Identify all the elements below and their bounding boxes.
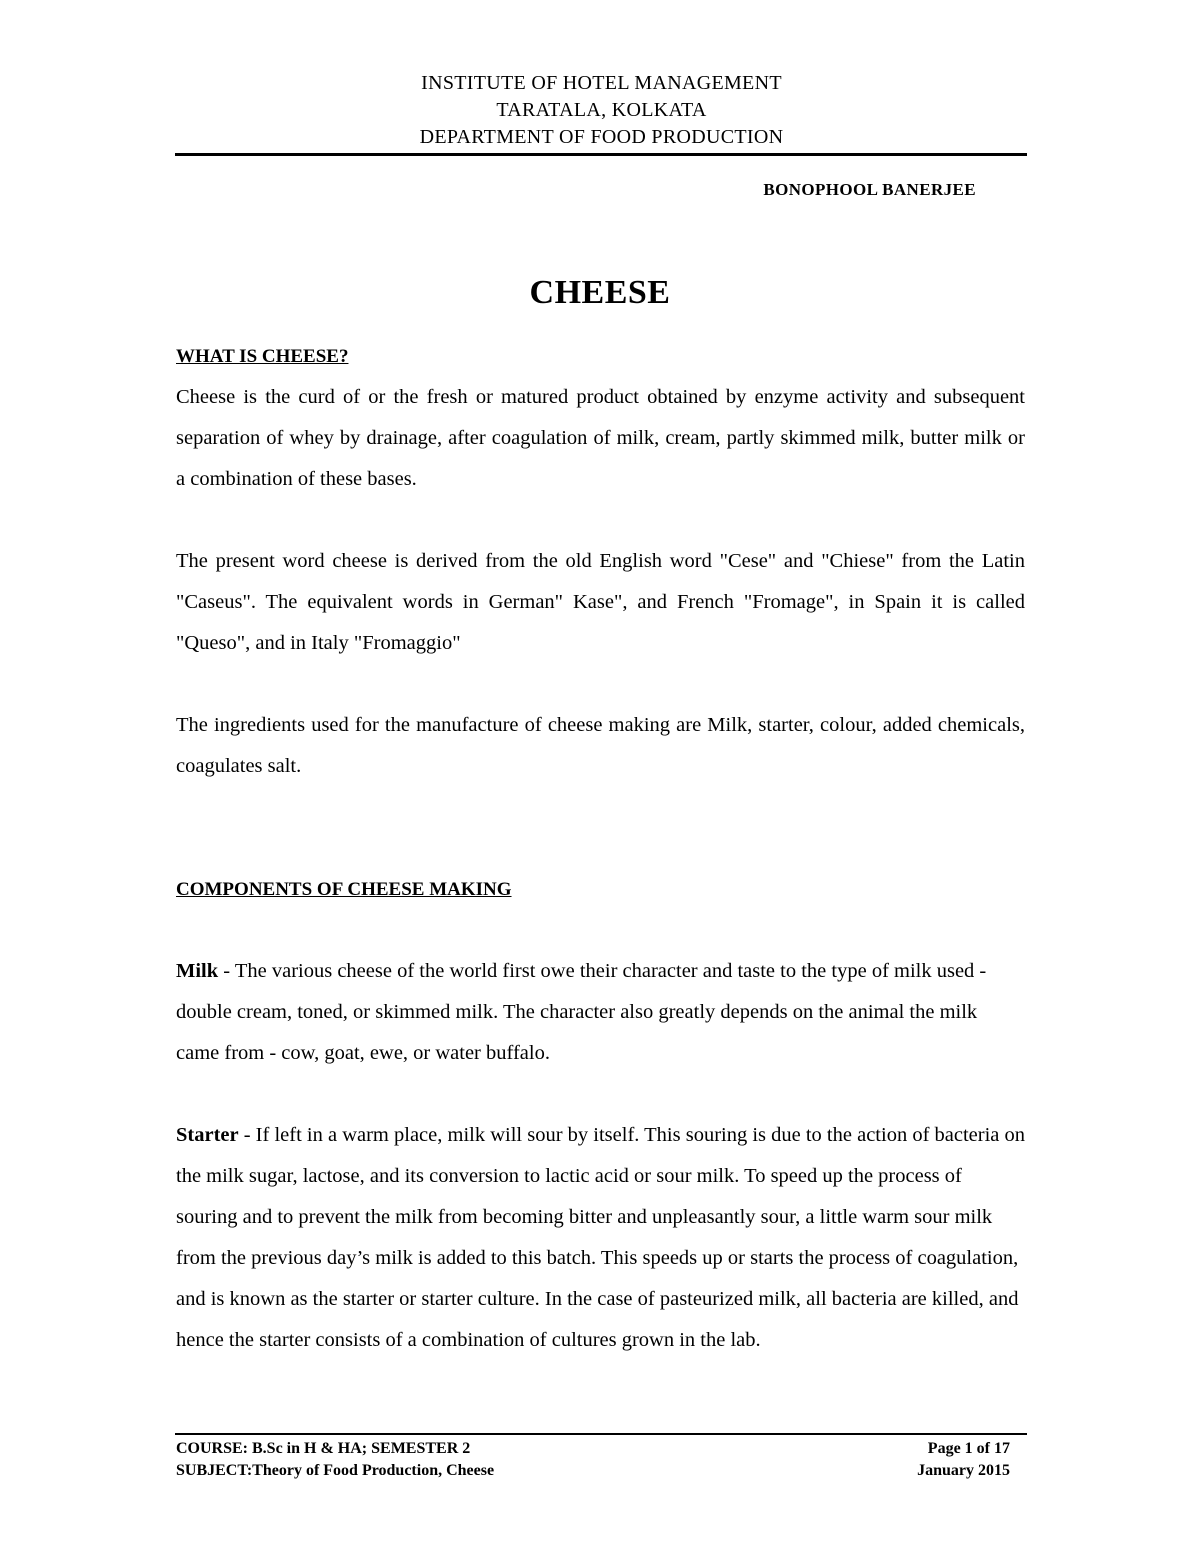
starter-description: - If left in a warm place, milk will sour by itself. This souring is due to the action of bacteria on the milk sugar, lactose, and its conversion to lactic acid or sour milk. To speed up the process of souring and to prevent the milk from becoming bitter and unpleasantly sour, a little warm sour milk from the previous day’s milk is added to this batch. This speeds up or starts the process of coagulation, and is known as the starter or starter culture. In the case of pasteurized milk, all bacteria are killed, and hence the starter consists of a combination of cultures grown in the lab. xyxy=(176,1124,1026,1351)
institute-name: INSTITUTE OF HOTEL MANAGEMENT xyxy=(421,72,782,94)
milk-description: - The various cheese of the world first owe their character and taste to the type of milk used - double cream, toned, or skimmed milk. The character also greatly depends on the animal the milk came from - cow, goat, ewe, or water buffalo. xyxy=(176,960,987,1064)
header-divider xyxy=(175,153,1027,156)
paragraph-milk xyxy=(176,951,1025,1074)
document-body xyxy=(176,336,1025,1361)
document-title: CHEESE xyxy=(529,274,671,311)
institute-location: TARATALA, KOLKATA xyxy=(496,99,707,121)
paragraph-etymology: The present word cheese is derived from the old English word "Cese" and "Chiese" from the Latin "Caseus". The equivalent words in German" Kase", and French "Fromage", in Spain it is called "Queso", and in Italy "Fromaggio" xyxy=(176,550,1025,654)
section-heading-what-is-cheese: WHAT IS CHEESE? xyxy=(176,346,349,367)
department-name: DEPARTMENT OF FOOD PRODUCTION xyxy=(419,126,784,148)
section-heading-components: COMPONENTS OF CHEESE MAKING xyxy=(176,879,512,900)
footer-divider xyxy=(175,1433,1027,1435)
footer-page-number: Page 1 of 17 xyxy=(927,1440,1010,1457)
footer-date: January 2015 xyxy=(917,1462,1010,1479)
term-starter: Starter xyxy=(176,1124,239,1146)
page-footer xyxy=(176,1438,1010,1482)
term-milk: Milk xyxy=(176,960,219,982)
paragraph-starter xyxy=(176,1115,1025,1361)
paragraph-ingredients: The ingredients used for the manufacture of cheese making are Milk, starter, colour, added chemicals, coagulates salt. xyxy=(176,714,1025,777)
page-header xyxy=(176,70,1027,151)
author-name: BONOPHOOL BANERJEE xyxy=(763,180,976,199)
paragraph-definition: Cheese is the curd of or the fresh or matured product obtained by enzyme activity and subsequent separation of whey by drainage, after coagulation of milk, cream, partly skimmed milk, butter milk or a combination of these bases. xyxy=(176,386,1025,490)
footer-course: COURSE: B.Sc in H & HA; SEMESTER 2 xyxy=(176,1440,471,1457)
footer-subject: SUBJECT:Theory of Food Production, Cheese xyxy=(176,1462,495,1479)
